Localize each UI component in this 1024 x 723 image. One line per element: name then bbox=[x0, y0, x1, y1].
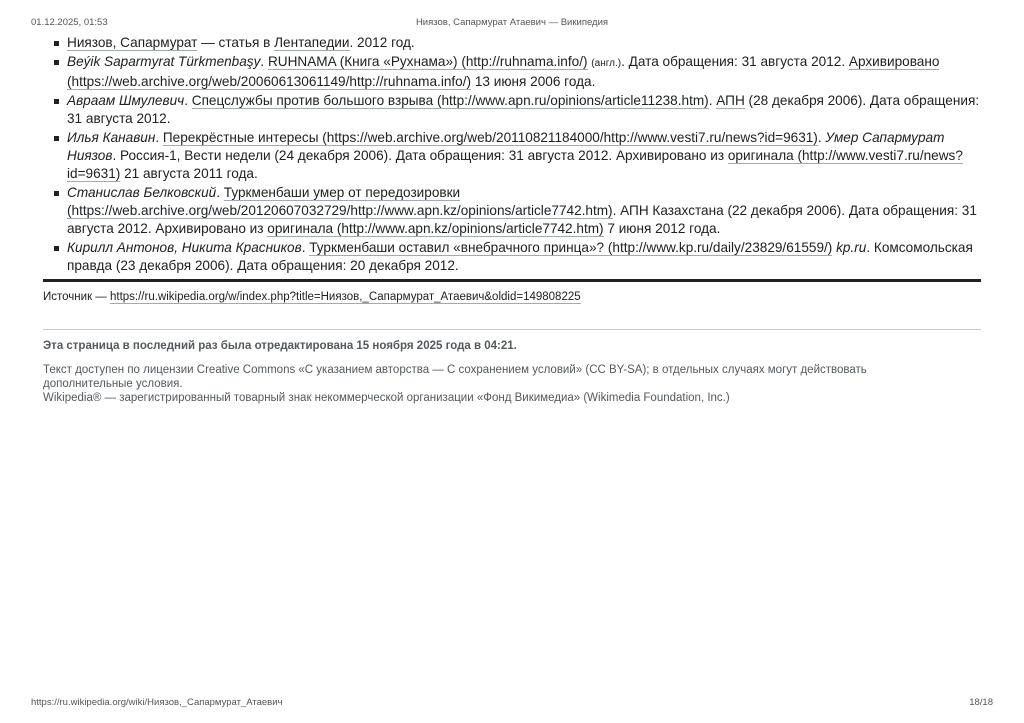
references-list bbox=[43, 34, 988, 276]
reference-item bbox=[43, 239, 988, 275]
reference-text: . Дата обращения: 31 августа 2012. bbox=[621, 54, 849, 69]
reference-text: . 2012 год. bbox=[349, 35, 415, 50]
source-label: Источник — bbox=[43, 291, 110, 303]
bullet-icon bbox=[54, 246, 59, 251]
license-notice bbox=[43, 363, 943, 405]
language-tag: (англ.) bbox=[591, 58, 622, 69]
reference-italic-title: kp.ru bbox=[836, 240, 867, 255]
trademark-text: Wikipedia® — зарегистрированный товарный знак некоммерческой организации «Фонд Викимедиа» (Wikimedia Foundation, Inc.) bbox=[43, 392, 730, 404]
reference-text: (28 декабря 2006). Дата обращения: 31 августа 2012. bbox=[67, 93, 980, 126]
reference-item bbox=[43, 34, 988, 52]
last-edited-notice: Эта страница в последний раз была отредактирована 15 ноября 2025 года в 04:21. bbox=[43, 340, 517, 352]
reference-author: Илья Канавин bbox=[67, 130, 156, 145]
bullet-icon bbox=[54, 60, 59, 65]
license-text: Текст доступен по лицензии Creative Commons «С указанием авторства — С сохранением условий» (CC BY-SA); в отдельных случаях могут действовать дополнительные условия. bbox=[43, 364, 867, 390]
reference-author: Кирилл Антонов, Никита Красников bbox=[67, 240, 302, 255]
reference-link[interactable]: Туркменбаши умер от передозировки (https://web.archive.org/web/20120607032729/http://www.apn.kz/opinions/article7742.htm) bbox=[67, 185, 613, 218]
reference-item bbox=[43, 53, 988, 91]
print-url: https://ru.wikipedia.org/wiki/Ниязов,_Сапармурат_Атаевич bbox=[31, 697, 283, 708]
print-footer bbox=[31, 697, 993, 708]
reference-text: 13 июня 2006 года. bbox=[471, 74, 596, 89]
bullet-icon bbox=[54, 191, 59, 196]
original-link[interactable]: оригинала (http://www.apn.kz/opinions/article7742.htm) bbox=[267, 221, 604, 236]
archive-link[interactable]: Архивировано (https://web.archive.org/web/20060613061149/http://ruhnama.info/) bbox=[67, 54, 940, 89]
reference-text: . Россия-1, Вести недели (24 декабря 2006). Дата обращения: 31 августа 2012. Архивировано из bbox=[112, 148, 728, 163]
reference-text: . Комсомольская правда (23 декабря 2006). Дата обращения: 20 декабря 2012. bbox=[67, 240, 973, 273]
reference-author: Beýik Saparmyrat Türkmenbaşy bbox=[67, 54, 261, 69]
reference-italic-title: Умер Сапармурат Ниязов bbox=[67, 130, 945, 163]
reference-author: Авраам Шмулевич bbox=[67, 93, 185, 108]
reference-text: . АПН Казахстана (22 декабря 2006). Дата обращения: 31 августа 2012. Архивировано из bbox=[67, 203, 977, 236]
reference-link[interactable]: Перекрёстные интересы (https://web.archive.org/web/20110821184000/http://www.vesti7.ru/news?id=9631) bbox=[162, 130, 818, 145]
reference-link[interactable]: RUHNAMA (Книга «Рухнама») (http://ruhnama.info/) bbox=[267, 54, 588, 69]
reference-item bbox=[43, 129, 988, 183]
reference-text: 21 августа 2011 года. bbox=[120, 166, 258, 181]
reference-link[interactable]: АПН bbox=[716, 93, 745, 108]
bullet-icon bbox=[54, 41, 59, 46]
reference-text: — статья в bbox=[197, 35, 275, 50]
reference-text: . bbox=[155, 130, 163, 145]
footer-divider bbox=[43, 329, 981, 330]
reference-text: . bbox=[216, 185, 224, 200]
reference-item bbox=[43, 184, 988, 238]
reference-link[interactable]: Лентапедии bbox=[274, 35, 350, 50]
reference-link[interactable]: Туркменбаши оставил «внебрачного принца»? (http://www.kp.ru/daily/23829/61559/) bbox=[309, 240, 833, 255]
reference-link[interactable]: Спецслужбы против большого взрыва (http://www.apn.ru/opinions/article11238.htm) bbox=[191, 93, 709, 108]
reference-text: . bbox=[301, 240, 310, 255]
bullet-icon bbox=[54, 136, 59, 141]
reference-item bbox=[43, 92, 988, 128]
reference-author: Станислав Белковский bbox=[67, 185, 217, 200]
original-link[interactable]: оригинала (http://www.vesti7.ru/news?id=9631) bbox=[67, 148, 963, 181]
reference-text: . bbox=[184, 93, 192, 108]
reference-text: . bbox=[817, 130, 826, 145]
print-page-title: Ниязов, Сапармурат Атаевич — Википедия bbox=[415, 17, 609, 28]
page-number: 18/18 bbox=[969, 697, 993, 708]
print-datetime: 01.12.2025, 01:53 bbox=[31, 17, 108, 28]
reference-text: 7 июня 2012 года. bbox=[603, 221, 721, 236]
section-divider bbox=[43, 279, 981, 282]
reference-text: . bbox=[260, 54, 268, 69]
source-line bbox=[43, 291, 581, 303]
reference-text: . bbox=[708, 93, 717, 108]
source-link[interactable]: https://ru.wikipedia.org/w/index.php?title=Ниязов,_Сапармурат_Атаевич&oldid=149808225 bbox=[109, 291, 581, 303]
reference-link[interactable]: Ниязов, Сапармурат bbox=[67, 35, 198, 50]
bullet-icon bbox=[54, 99, 59, 104]
